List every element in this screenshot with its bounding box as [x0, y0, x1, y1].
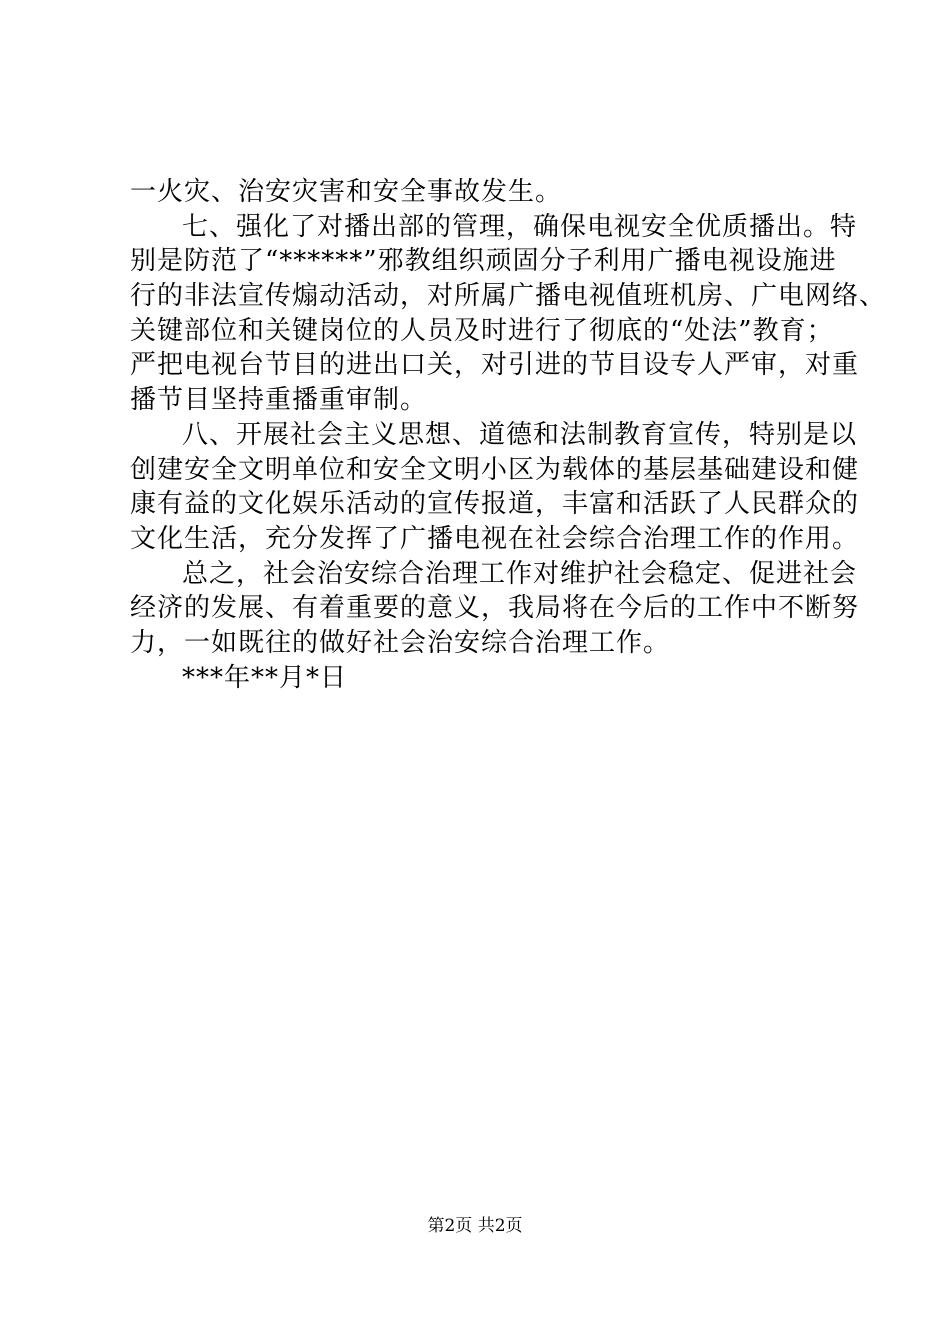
document-body [130, 175, 887, 695]
paragraph-eight-start: 八、开展社会主义思想、道德和法制教育宣传，特别是以 [182, 419, 858, 450]
paragraph-summary-start: 总之，社会治安综合治理工作对维护社会稳定、促进社会 [182, 558, 858, 589]
text-line: 力，一如既往的做好社会治安综合治理工作。 [130, 627, 671, 658]
page-footer [0, 1214, 950, 1238]
text-line: 行的非法宣传煽动活动，对所属广播电视值班机房、广电网络、 [130, 281, 887, 312]
text-line: 严把电视台节目的进出口关，对引进的节目设专人严审，对重 [130, 350, 860, 381]
text-line: 文化生活，充分发挥了广播电视在社会综合治理工作的作用。 [130, 523, 860, 554]
document-date: ***年**月*日 [182, 662, 348, 693]
text-line: 关键部位和关键岗位的人员及时进行了彻底的“处法”教育； [130, 315, 834, 346]
paragraph-seven-start: 七、强化了对播出部的管理，确保电视安全优质播出。特 [182, 211, 858, 242]
text-line: 播节目坚持重播重审制。 [130, 385, 428, 416]
text-line: 创建安全文明单位和安全文明小区为载体的基层基础建设和健 [130, 454, 860, 485]
text-line: 经济的发展、有着重要的意义，我局将在今后的工作中不断努 [130, 593, 860, 624]
page-number-label: 第2页 共2页 [427, 1216, 523, 1236]
text-line: 康有益的文化娱乐活动的宣传报道，丰富和活跃了人民群众的 [130, 489, 860, 520]
text-line: 别是防范了“******”邪教组织顽固分子利用广播电视设施进 [130, 246, 837, 277]
text-line: 一火灾、治安灾害和安全事故发生。 [130, 177, 563, 207]
